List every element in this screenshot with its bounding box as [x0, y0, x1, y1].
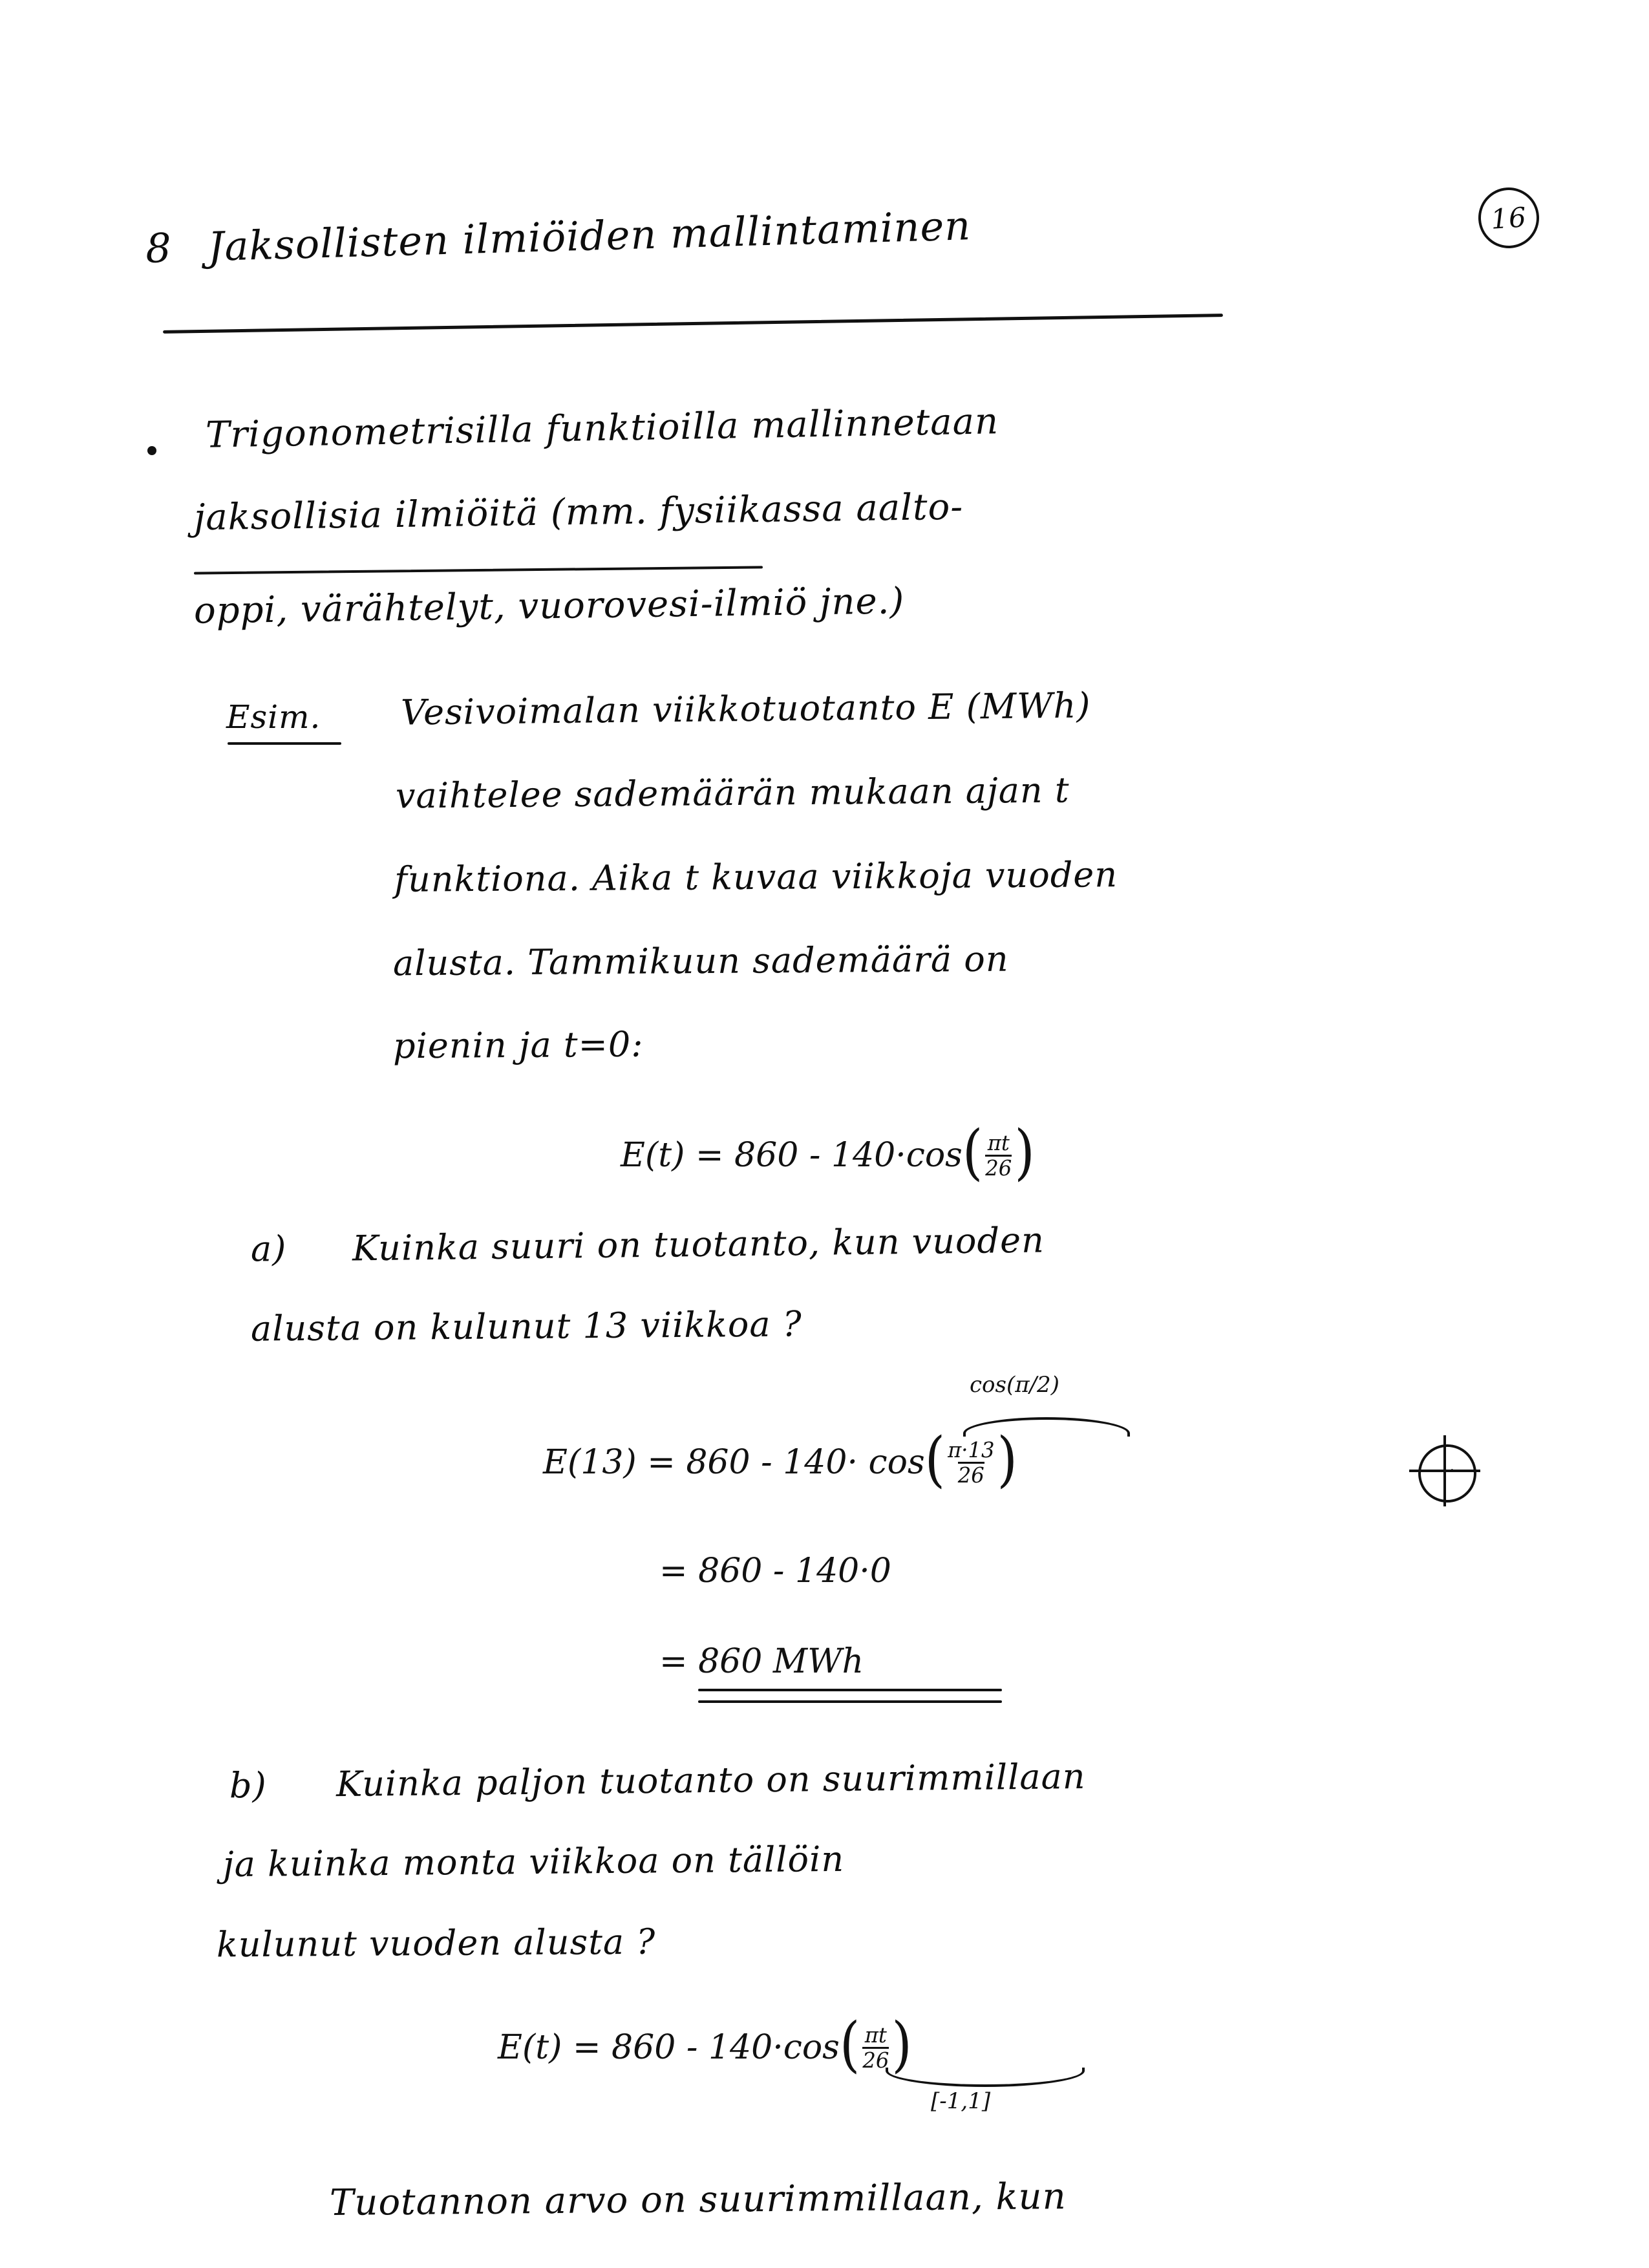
doodle-dot: ·	[1449, 1461, 1456, 1481]
example-line-2: vaihtelee sademäärän mukaan ajan t	[395, 769, 1070, 817]
fraction-numerator: πt	[987, 1131, 1010, 1156]
fraction-numerator: π·13	[948, 1438, 995, 1463]
task-b-question-line-1: Kuinka paljon tuotanto on suurimmillaan	[335, 1755, 1086, 1805]
example-line-5: pienin ja t=0:	[392, 1023, 644, 1067]
task-a-cos-note: cos(π/2)	[970, 1372, 1059, 1398]
example-label: Esim.	[226, 698, 321, 736]
example-line-4: alusta. Tammikuun sademäärä on	[392, 938, 1009, 984]
task-a-result-underline-2	[698, 1700, 1002, 1703]
fraction-numerator: πt	[864, 2023, 887, 2048]
bullet-point-icon	[147, 446, 156, 455]
bullet-line-2-underline	[194, 566, 763, 574]
paren-open: (	[962, 1117, 983, 1188]
page-number: 16	[1476, 186, 1541, 250]
task-b-range-note: [-1,1]	[931, 2088, 991, 2114]
circle-cross-doodle	[1409, 1435, 1480, 1506]
heading-underline	[163, 314, 1223, 334]
example-label-underline	[228, 742, 341, 745]
example-formula-fraction	[985, 1133, 1012, 1180]
task-b-question-line-3: kulunut vuoden alusta ?	[216, 1921, 656, 1965]
task-b-question-line-2: ja kuinka monta viikkoa on tällöin	[222, 1838, 845, 1885]
task-b-formula-lhs: E(t) = 860 - 140·	[498, 2028, 783, 2067]
task-a-step-3: = 860 MWh	[659, 1642, 864, 1681]
task-a-result-underline-1	[698, 1689, 1002, 1691]
task-a-step-1	[543, 1424, 1017, 1495]
task-b-closing-line: Tuotannon arvo on suurimmillaan, kun	[329, 2176, 1067, 2224]
task-a-step-2: = 860 - 140·0	[659, 1552, 891, 1590]
example-line-3: funktiona. Aika t kuvaa viikkoja vuoden	[394, 854, 1118, 900]
doodle-circle	[1418, 1444, 1476, 1503]
task-b-formula-cos: cos	[783, 2028, 840, 2067]
example-formula	[621, 1117, 1035, 1188]
paren-close: )	[1014, 1117, 1035, 1188]
task-b-label: b)	[229, 1765, 267, 1806]
example-line-1: Vesivoimalan viikkotuotanto E (MWh)	[400, 685, 1091, 733]
task-a-question-line-2: alusta on kulunut 13 viikkoa ?	[250, 1303, 802, 1349]
paren-open: (	[839, 2009, 860, 2081]
page-title	[145, 202, 972, 272]
task-a-question-line-1: Kuinka suuri on tuotanto, kun vuoden	[352, 1219, 1045, 1269]
task-b-formula-fraction	[862, 2025, 889, 2072]
task-b-formula	[498, 2009, 912, 2081]
paren-close: )	[891, 2009, 912, 2081]
bullet-line-3: oppi, värähtelyt, vuorovesi-ilmiö jne.)	[193, 580, 905, 632]
heading-text: Jaksollisten ilmiöiden mallintaminen	[207, 202, 972, 271]
bullet-line-1: Trigonometrisilla funktioilla mallinnetaan	[205, 400, 999, 456]
bullet-line-2: jaksollisia ilmiöitä (mm. fysiikassa aalto-	[193, 486, 964, 539]
fraction-denominator: 26	[862, 2048, 889, 2073]
example-formula-lhs: E(t) = 860 - 140·cos	[621, 1136, 963, 1175]
task-a-label: a)	[251, 1228, 287, 1269]
task-a-step-1-fraction	[948, 1440, 994, 1487]
paren-open: (	[924, 1424, 946, 1495]
task-b-underbrace	[886, 2068, 1085, 2087]
paren-close: )	[997, 1424, 1017, 1495]
fraction-denominator: 26	[957, 1463, 984, 1488]
task-a-step-1-lhs: E(13) = 860 - 140· cos	[543, 1443, 925, 1482]
fraction-denominator: 26	[985, 1156, 1012, 1181]
heading-number: 8	[145, 224, 173, 272]
